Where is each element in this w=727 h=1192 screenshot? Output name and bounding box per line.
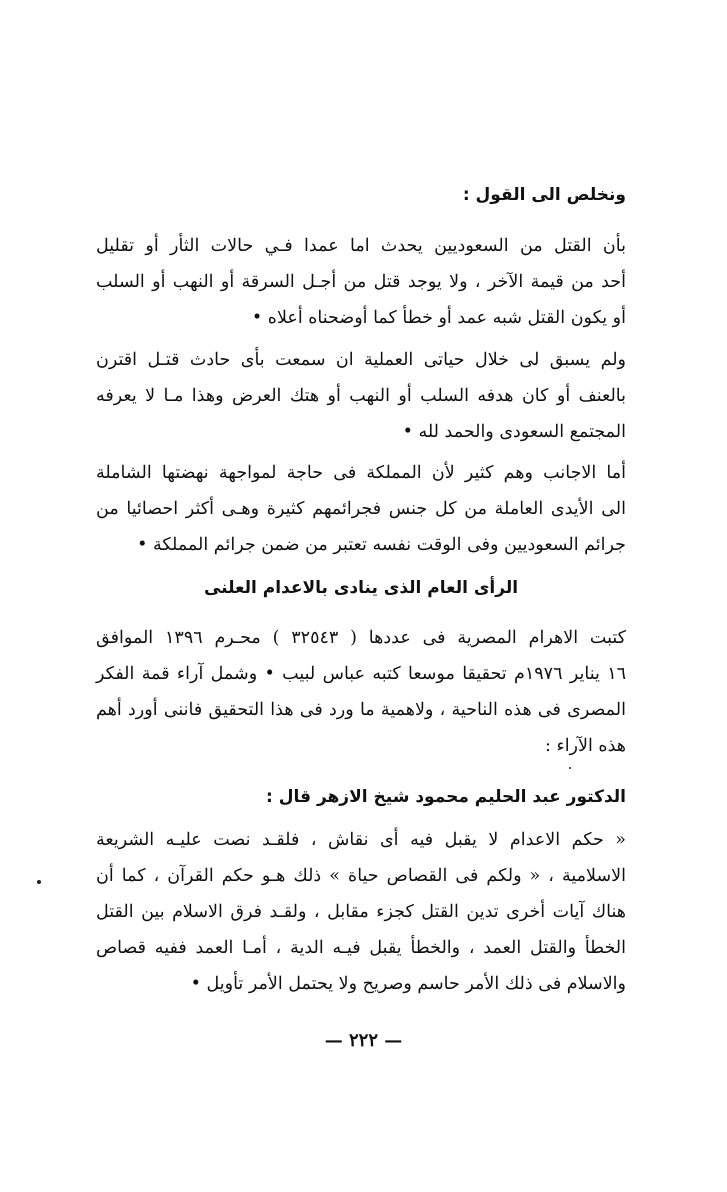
section-heading-public-opinion: الرأى العام الذى ينادى بالاعدام العلنى [203,578,519,598]
text-line: الخطأ والقتل العمد ، والخطأ يقبل فيـه الدية ، أمـا العمد ففيه قصاص [96,938,626,958]
paragraph-foreigners [96,455,626,563]
text-line: أحد من قيمة الآخر ، ولا يوجد قتل من أجـل السرقة أو النهب أو السلب [96,272,626,292]
section-heading-conclusion: ونخلص الى القول : [462,185,626,205]
text-line: جرائم السعوديين وفى الوقت نفسه تعتبر من ضمن جرائم المملكة • [137,535,626,555]
text-line: والاسلام فى ذلك الأمر حاسم وصريح ولا يحتمل الأمر تأويل • [190,974,626,994]
text-line: هناك آيات أخرى تدين القتل كجزء مقابل ، ولقـد فرق الاسلام بين القتل [96,902,626,922]
text-line: بالعنف أو كان هدفه السلب أو النهب أو هتك العرض وهذا مـا لا يعرفه [96,386,626,406]
paragraph-quote [96,822,626,1002]
text-line: الى الأيدى العاملة من كل جنس فجرائمهم كثيرة وهـى أكثر احصائيا من [96,499,626,519]
page-number: — ٢٢٢ — [324,1030,403,1051]
text-line: « حكم الاعدام لا يقبل فيه أى نقاش ، فلقـد نصت عليـه الشريعة [96,830,626,850]
text-line: ١٦ يناير ١٩٧٦م تحقيقا موسعا كتبه عباس لبيب • وشمل آراء قمة الفكر [96,664,627,684]
text-line: أو يكون القتل شبه عمد أو خطأ كما أوضحناه أعلاه • [251,308,626,328]
stray-dot-mark [569,767,571,769]
paragraph-conclusion [96,228,626,336]
text-line: ولم يسبق لى خلال حياتى العملية ان سمعت بأى حادث قتـل اقترن [96,350,626,370]
text-line: المجتمع السعودى والحمد لله • [402,422,626,442]
stray-dot-mark [37,880,41,884]
text-line: الاسلامية ، « ولكم فى القصاص حياة » ذلك هـو حكم القرآن ، كما أن [96,866,626,886]
text-line: كتبت الاهرام المصرية فى عددها ( ٣٢٥٤٣ ) محـرم ١٣٩٦ الموافق [96,628,626,648]
paragraph-ahram [96,620,626,764]
text-line: أما الاجانب وهم كثير لأن المملكة فى حاجة لمواجهة نهضتها الشاملة [96,463,626,483]
text-line: هذه الآراء : [545,736,626,756]
text-line: المصرى فى هذه الناحية ، ولاهمية ما ورد فى هذا التحقيق فاننى أورد أهم [96,700,626,720]
paragraph-experience [96,342,626,450]
section-heading-azhar-sheikh: الدكتور عبد الحليم محمود شيخ الازهر قال : [266,787,626,807]
text-line: بأن القتل من السعوديين يحدث اما عمدا فـي حالات الثأر أو تقليل [96,236,626,256]
